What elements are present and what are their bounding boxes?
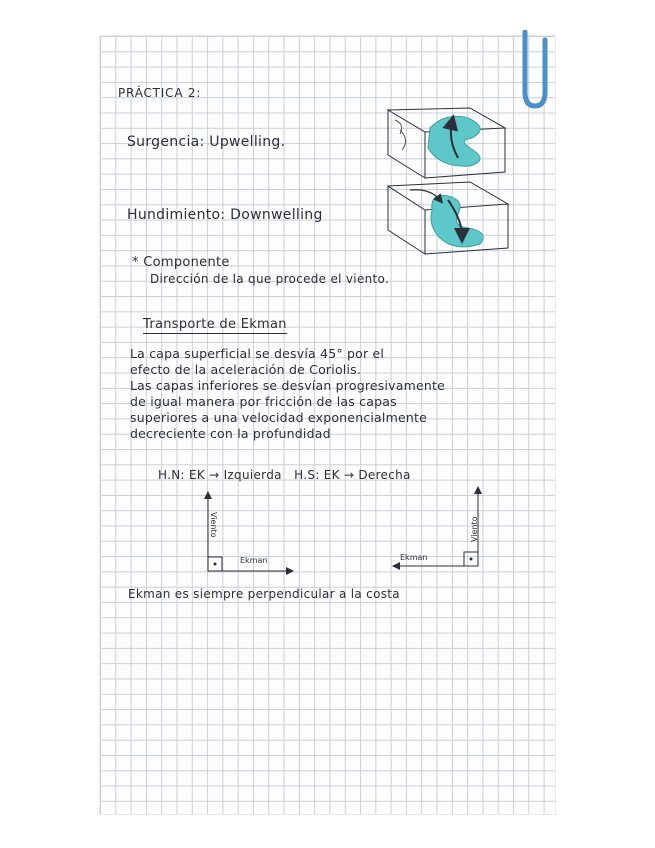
paragraph-line: decreciente con la profundidad	[130, 426, 331, 441]
paragraph-line: efecto de la aceleración de Coriolis.	[130, 362, 362, 377]
ekman-label-right: Ekman	[400, 553, 428, 562]
surgencia-line: Surgencia: Upwelling.	[127, 134, 286, 150]
paragraph-line: Las capas inferiores se desvían progresivamente	[130, 378, 446, 393]
upwelling-block-sketch	[388, 108, 505, 178]
direccion-line: Dirección de la que procede el viento.	[150, 272, 390, 286]
ekman-heading: Transporte de Ekman	[143, 317, 287, 332]
conclusion-line: Ekman es siempre perpendicular a la costa	[128, 587, 400, 601]
viento-label-left: Viento	[209, 512, 218, 538]
hemisphere-line: H.N: EK → Izquierda H.S: EK → Derecha	[158, 468, 411, 482]
paragraph-line: de igual manera por fricción de las capas	[130, 394, 397, 409]
viento-label-right: Viento	[470, 516, 479, 542]
ekman-label-left: Ekman	[240, 556, 268, 565]
paragraph-line: superiores a una velocidad exponencialmente	[130, 410, 427, 425]
hundimiento-line: Hundimiento: Downwelling	[127, 207, 323, 223]
page-title: PRÁCTICA 2:	[118, 86, 202, 100]
downwelling-block-sketch	[388, 182, 508, 254]
paragraph-line: La capa superficial se desvía 45° por el	[130, 346, 385, 361]
componente-line: * Componente	[132, 255, 230, 270]
